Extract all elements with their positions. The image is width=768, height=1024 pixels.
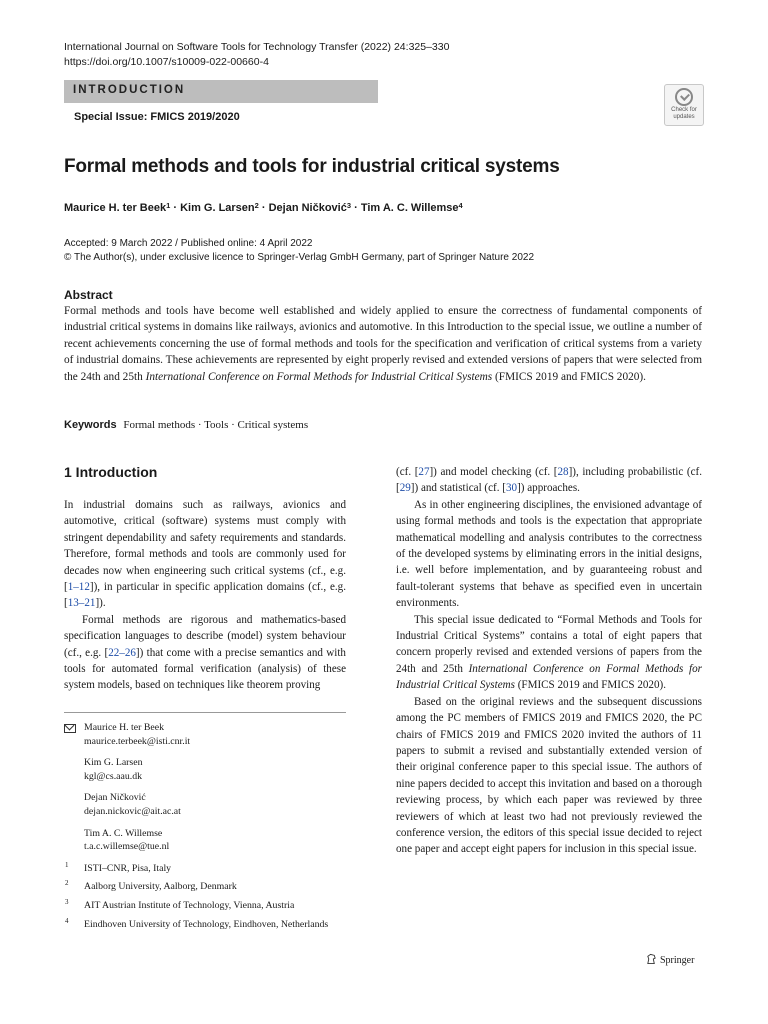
affiliation-entry: [64, 918, 364, 932]
paragraph-text: ]), in particular in specific application domains (cf., e.g. [: [64, 581, 346, 610]
paper-title: Formal methods and tools for industrial critical systems: [64, 156, 560, 177]
contact-name: Tim A. C. Willemse: [84, 827, 163, 839]
contact-email[interactable]: dejan.nickovic@ait.ac.at: [84, 805, 181, 817]
contact-name: Dejan Ničković: [84, 792, 146, 804]
paragraph-text: ]) and statistical (cf. [: [410, 482, 506, 495]
citation-link[interactable]: 30: [505, 482, 518, 495]
keywords: [64, 417, 308, 433]
publisher-name: Springer: [660, 955, 695, 966]
affiliation-number: 1: [65, 860, 69, 869]
contact-name: Maurice H. ter Beek: [84, 722, 164, 733]
left-column: [64, 497, 346, 694]
author-affiliation-mark: 3: [346, 201, 352, 210]
affiliation-text: Aalborg University, Aalborg, Denmark: [84, 881, 237, 893]
affiliation-number: 4: [65, 916, 69, 925]
author-name[interactable]: Maurice H. ter Beek: [64, 202, 167, 214]
affiliation-text: Eindhoven University of Technology, Eindhoven, Netherlands: [84, 918, 329, 930]
article-type-band: [64, 80, 378, 103]
author-affiliation-mark: 2: [254, 201, 259, 210]
author-name[interactable]: Dejan Ničković: [268, 202, 347, 214]
paragraph-text: ]) and model checking (cf. [: [429, 466, 558, 478]
paragraph-text: ]) approaches.: [517, 482, 580, 495]
affiliation-number: 3: [65, 897, 69, 906]
keywords-text: Formal methods · Tools · Critical systems: [123, 419, 309, 431]
affiliation-text: ISTI–CNR, Pisa, Italy: [84, 862, 172, 874]
journal-header: [64, 40, 449, 70]
check-for-updates-badge[interactable]: [664, 84, 704, 126]
citation-link[interactable]: 27: [418, 466, 430, 478]
author-name[interactable]: Tim A. C. Willemse: [360, 202, 459, 214]
paragraph-text: ]) that come with a precise semantics and with tools for automated formal verification (analysis) of these system models, based on techniques like theorem proving: [64, 646, 346, 692]
springer-horse-icon: [646, 953, 657, 965]
paragraph-text: (FMICS 2019 and FMICS 2020).: [514, 679, 666, 692]
body-paragraph: [64, 497, 346, 612]
affiliation-text: AIT Austrian Institute of Technology, Vienna, Austria: [84, 899, 295, 911]
publisher-logo: [646, 953, 694, 968]
check-updates-icon: [675, 88, 693, 106]
publication-info: [64, 237, 534, 265]
author-affiliation-mark: 1: [166, 201, 171, 210]
doi-link[interactable]: https://doi.org/10.1007/s10009-022-00660-4: [64, 56, 269, 68]
abstract-text-italic: International Conference on Formal Methods for Industrial Critical Systems: [145, 370, 493, 383]
abstract-text: [64, 303, 702, 385]
right-column: [396, 464, 702, 858]
contact-email[interactable]: t.a.c.willemse@tue.nl: [84, 841, 170, 853]
citation-link[interactable]: 29: [399, 482, 411, 495]
affiliation-number: 2: [65, 879, 69, 888]
body-paragraph: [396, 497, 702, 612]
envelope-icon: [64, 724, 76, 733]
body-paragraph: [396, 694, 702, 858]
footnote-divider: [64, 712, 346, 713]
affiliation-entry: [64, 862, 364, 876]
check-updates-text: Check for updates: [671, 107, 697, 120]
body-paragraph: [396, 612, 702, 694]
paragraph-text: This special issue dedicated to “Formal Methods and Tools for Industrial Critical Systems” contains a total of eight papers that concern properly revised and extended versions of papers from the 24th and 25th: [396, 613, 702, 675]
citation-link[interactable]: 13–21: [67, 597, 96, 610]
affiliation-list: [64, 862, 364, 931]
article-type-label: INTRODUCTION: [73, 84, 186, 96]
paragraph-text: ]), including probabilistic (cf. [: [396, 466, 702, 495]
abstract-text-main: Formal methods and tools have become well established and widely applied to ensure the correctness of fundamental components of industrial critical systems in domains like railways, avionics and automotive. In this Introduction to the special issue, we outline a number of recent achievements concerning the use of formal methods and tools for the specification and verification of critical systems from a variety of industrial domains. These achievements are represented by eight properly revised and extended versions of papers that were selected from the 24th and 25th: [64, 305, 702, 383]
abstract-heading: Abstract: [64, 288, 113, 302]
author-list: [64, 200, 463, 216]
keywords-label: Keywords: [64, 419, 117, 431]
author-name[interactable]: Kim G. Larsen: [180, 202, 255, 214]
author-separator: ·: [351, 202, 361, 214]
paragraph-text: As in other engineering disciplines, the envisioned advantage of using formal methods and tools is the expectation that appropriate mathematical modelling and analysis contributes to the correctness of the developed systems by eliminating errors in the initial designs, i.e. well before implementation, and by guaranteeing robust and fault-tolerant systems that behave as specified even in uncertain environments.: [396, 498, 702, 610]
paragraph-text: Formal methods are rigorous and mathematics-based specification languages to describe (model) system behaviour (cf., e.g. [: [64, 613, 346, 659]
author-affiliation-mark: 4: [458, 201, 463, 210]
contact-entry: [64, 827, 364, 854]
paragraph-text: ]).: [95, 597, 106, 610]
contact-list: [64, 721, 364, 854]
paragraph-text: In industrial domains such as railways, avionics and automotive, critical (software) systems must comply with stringent dependability and safety requirements and standards. Therefore, formal methods and tools are commonly used for decades now when engineering such critical systems (cf., e.g. [: [64, 499, 346, 594]
abstract-text-end: (FMICS 2019 and FMICS 2020).: [492, 370, 646, 383]
contact-email[interactable]: kgl@cs.aau.dk: [84, 770, 142, 782]
publication-dates: Accepted: 9 March 2022 / Published online: 4 April 2022: [64, 238, 313, 249]
paragraph-text: (cf. [: [396, 466, 419, 478]
contact-entry: [64, 756, 364, 783]
affiliation-entry: [64, 880, 364, 894]
citation-link[interactable]: 1–12: [67, 581, 90, 594]
contact-email[interactable]: maurice.terbeek@isti.cnr.it: [84, 735, 191, 747]
body-paragraph: [64, 612, 346, 694]
contact-name: Kim G. Larsen: [84, 757, 143, 769]
paragraph-text: Based on the original reviews and the subsequent discussions among the PC members of FMICS 2019 and FMICS 2020, the PC chairs of FMICS 2019 and FMICS 2020 invited the authors of 11 papers to submit a revised and substantially extended version of their original conference paper to this special issue. The authors of nine papers decided to accept this invitation and based on a thorough reviewing process, by which each paper was reviewed by three reviewers of which at least two had not previously reviewed the conference version, the editors of this special issue decided to reject one paper and accept eight papers for inclusion in this special issue.: [396, 695, 702, 856]
footnotes: [64, 712, 364, 936]
copyright-notice: © The Author(s), under exclusive licence to Springer-Verlag GmbH Germany, part of Springer Nature 2022: [64, 252, 534, 263]
affiliation-entry: [64, 899, 364, 913]
author-separator: ·: [170, 202, 181, 214]
contact-entry: [64, 721, 364, 748]
author-separator: ·: [258, 202, 269, 214]
journal-citation: International Journal on Software Tools for Technology Transfer (2022) 24:325–330: [64, 41, 450, 53]
body-paragraph: [396, 464, 702, 497]
citation-link[interactable]: 22–26: [108, 646, 136, 659]
italic-text: International Conference on Formal Methods for Industrial Critical Systems: [396, 662, 702, 692]
special-issue-label: Special Issue: FMICS 2019/2020: [74, 111, 240, 123]
citation-link[interactable]: 28: [557, 466, 569, 478]
contact-entry: [64, 791, 364, 818]
section-heading: 1 Introduction: [64, 464, 158, 480]
